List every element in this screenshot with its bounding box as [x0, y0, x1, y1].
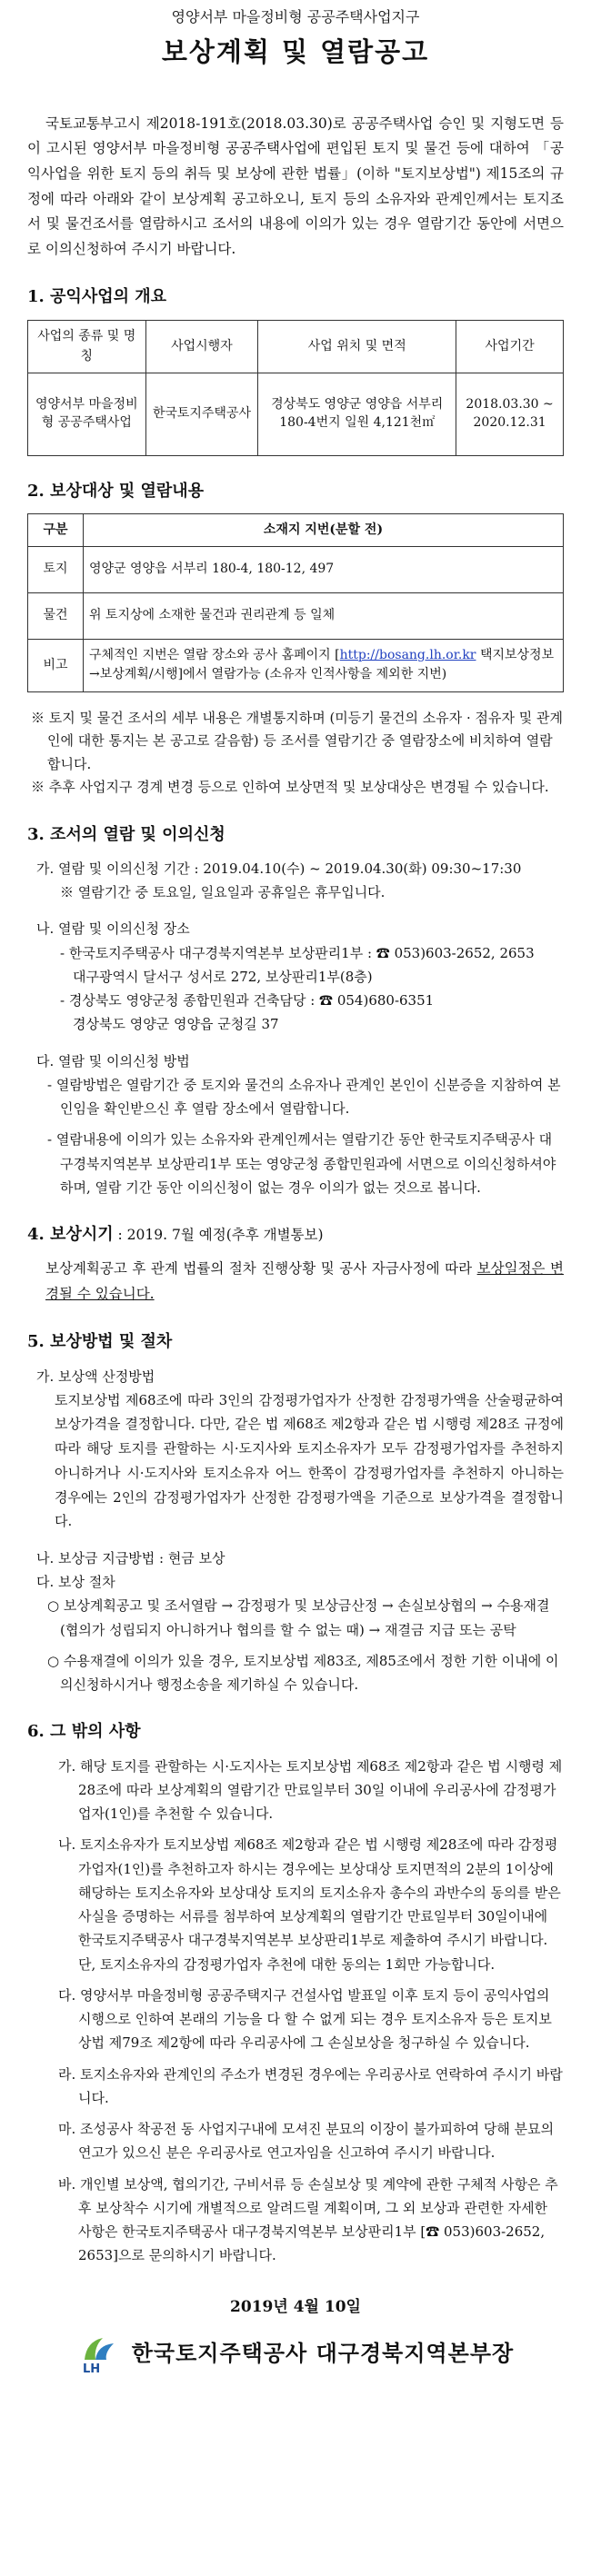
table-row — [28, 639, 564, 691]
inspection-place-heading: 나. 열람 및 이의신청 장소 — [36, 920, 190, 938]
place-item: 경상북도 영양군 영양읍 군청길 37 — [73, 1016, 279, 1033]
place-item: - 한국토지주택공사 대구경북지역본부 보상판리1부 : ☎ 053)603-2652, 2653 — [60, 944, 535, 961]
table-cell: 경상북도 영양군 영양읍 서부리 180-4번지 일원 4,121천㎡ — [258, 373, 456, 455]
valuation-text: 토지보상법 제68조에 따라 3인의 감정평가업자가 산정한 감정평가액을 산술평균하여 보상가격을 결정합니다. 다만, 같은 법 제68조 제2항과 같은 법 시행령 제28조 규정에 따라 해당 토지를 관할하는 시·도지사와 토지소유자가 모두 감정평가업자를 추천하지 아니하거나 시·도지사와 토지소유자 어느 한쪽이 감정평가업자를 추천하지 아니하는 경우에는 2인의 감정평가업자가 산정한 감정평가액을 기준으로 보상가격을 결정합니다. — [55, 1391, 564, 1530]
table-header-cell: 사업 위치 및 면적 — [258, 320, 456, 373]
section5-heading: 5. 보상방법 및 절차 — [27, 1332, 173, 1352]
table-cell: 영양군 영양읍 서부리 180-4, 180-12, 497 — [84, 546, 564, 592]
table-header-cell: 구분 — [28, 514, 84, 547]
table-header-row — [28, 514, 564, 547]
note-item: ※ 토지 및 물건 조서의 세부 내용은 개별통지하며 (미등기 물건의 소유자 · 점유자 및 관계인에 대한 통지는 본 공고로 갈음함) 등 조서를 열람기간 중 열람장소에 비치하여 열람합니다. — [31, 709, 564, 772]
remark-text: 구체적인 지번은 열람 장소와 공사 홈페이지 [ — [89, 648, 340, 663]
section2-heading: 2. 보상대상 및 열람내용 — [27, 481, 205, 501]
place-item: 대구광역시 달서구 성서로 272, 보상판리1부(8층) — [73, 968, 373, 985]
other-item: 라. 토지소유자와 관계인의 주소가 변경된 경우에는 우리공사로 연락하여 주시기 바랍니다. — [58, 2065, 563, 2106]
table-header-cell: 사업기간 — [456, 320, 564, 373]
other-item: 가. 해당 토지를 관할하는 시·도지사는 토지보상법 제68조 제2항과 같은 법 시행령 제28조에 따라 보상계획의 열람기간 만료일부터 30일 이내에 우리공사에 감정평가업자(1인)를 추천할 수 있습니다. — [58, 1757, 563, 1823]
section4-heading — [27, 1221, 564, 1248]
table-cell: 위 토지상에 소재한 물건과 권리관계 등 일체 — [84, 592, 564, 639]
organization-name: 한국토지주택공사 대구경북지역본부장 — [131, 2339, 515, 2366]
page-title: 보상계획 및 열람공고 — [161, 35, 430, 67]
section4-title: 4. 보상시기 — [27, 1225, 114, 1245]
table-cell: 2018.03.30 ~ 2020.12.31 — [456, 373, 564, 455]
schedule-text: 보상계획공고 후 관계 법률의 절차 진행상황 및 공사 자금사정에 따라 — [45, 1260, 477, 1278]
note-item: ※ 추후 사업지구 경계 변경 등으로 인하여 보상면적 및 보상대상은 변경될 수 있습니다. — [31, 779, 549, 796]
other-item: 바. 개인별 보상액, 협의기간, 구비서류 등 손실보상 및 계약에 관한 구체적 사항은 추후 보상착수 시기에 개별적으로 알려드릴 계획이며, 그 외 보상과 관련한 자세한 사항은 한국토지주택공사 대구경북지역본부 보상판리1부 [☎ 053)603-2652, 2653]으로 문의하시기 바랍니다. — [58, 2175, 558, 2264]
other-item: 마. 조성공사 착공전 동 사업지구내에 모셔진 분묘의 이장이 불가피하여 당해 분묘의 연고가 있으신 분은 우리공사로 연고자임을 신고하여 주시기 바랍니다. — [58, 2121, 555, 2162]
payment-method: 나. 보상금 지급방법 : 현금 보상 — [36, 1549, 225, 1566]
compensation-target-table — [27, 513, 564, 692]
place-item: - 경상북도 영양군청 종합민원과 건축담당 : ☎ 054)680-6351 — [60, 992, 435, 1010]
table-row — [28, 592, 564, 639]
other-item: 나. 토지소유자가 토지보상법 제68조 제2항과 같은 법 시행령 제28조에 따라 감정평가업자(1인)를 추천하고자 하시는 경우에는 보상대상 토지면적의 2분의 1이상에 해당하는 토지소유자와 보상대상 토지의 토지소유자 총수의 과반수의 동의를 받은 사실을 증명하는 서류를 첨부하여 보상계획의 열람기간 만료일부터 30일이내에 한국토지주택공사 대구경북지역본부 보상판리1부로 제출하여 주시기 바랍니다. 단, 토지소유자의 감정평가업자 추천에 대한 동의는 1회만 가능합니다. — [58, 1836, 561, 1973]
holiday-note: ※ 열람기간 중 토요일, 일요일과 공휴일은 휴무입니다. — [60, 884, 386, 901]
table-cell: 영양서부 마을정비형 공공주택사업 — [28, 373, 146, 455]
table-header-cell: 소재지 지번(분할 전) — [84, 514, 564, 547]
table-cell — [84, 639, 564, 691]
table-header-cell: 사업의 종류 및 명칭 — [28, 320, 146, 373]
procedure-item: ○ 보상계획공고 및 조서열람 → 감정평가 및 보상금산정 → 손실보상협의 → 수용재결(협의가 성립되지 아니하거나 협의를 할 수 없는 때) → 재결금 지급 또는 공탁 — [47, 1597, 550, 1638]
procedure-item: ○ 수용재결에 이의가 있을 경우, 토지보상법 제83조, 제85조에서 정한 기한 이내에 이의신청하시거나 행정소송을 제기하실 수 있습니다. — [47, 1652, 559, 1694]
section2-notes — [27, 707, 564, 800]
table-row — [28, 373, 564, 455]
section4-text — [27, 1257, 564, 1307]
remark-text: 택지보상정보→보상계획/시행]에서 열람가능 (소유자 인적사항을 제외한 지번) — [89, 648, 555, 682]
section4-value: : 2019. 7월 예정(추후 개별통보) — [113, 1227, 324, 1244]
section6-body — [36, 1755, 564, 2268]
logo-text: LH — [82, 2362, 100, 2375]
table-cell: 비고 — [28, 639, 84, 691]
section1-heading: 1. 공익사업의 개요 — [27, 287, 167, 307]
inspection-period: 가. 열람 및 이의신청 기간 : 2019.04.10(수) ~ 2019.04.30(화) 09:30~17:30 — [36, 860, 522, 877]
notice-date: 2019년 4월 10일 — [230, 2297, 361, 2316]
valuation-heading: 가. 보상액 산정방법 — [36, 1368, 155, 1385]
method-item: - 열람내용에 이의가 있는 소유자와 관계인께서는 열람기간 동안 한국토지주택공사 대구경북지역본부 보상판리1부 또는 영양군청 종합민원과에 서면으로 이의신청하셔야 하며, 열람 기간 동안 이의신청이 없는 경우 이의가 없는 것으로 봅니다. — [47, 1131, 556, 1196]
section3-body — [36, 857, 564, 1199]
table-cell: 한국토지주택공사 — [145, 373, 258, 455]
procedure-heading: 다. 보상 절차 — [36, 1574, 115, 1591]
table-header-row — [28, 320, 564, 373]
footer — [27, 2332, 564, 2374]
table-header-cell: 사업시행자 — [145, 320, 258, 373]
table-cell: 물건 — [28, 592, 84, 639]
method-item: - 열람방법은 열람기간 중 토지와 물건의 소유자나 관계인 본인이 신분증을 지참하여 본인임을 확인받으신 후 열람 장소에서 열람합니다. — [47, 1076, 561, 1118]
table-cell: 토지 — [28, 546, 84, 592]
other-item: 다. 영양서부 마을정비형 공공주택지구 건설사업 발표일 이후 토지 등이 공익사업의 시행으로 인하여 본래의 기능을 다 할 수 없게 되는 경우 토지소유자 등은 토지보상법 제79조 제2항에 따라 우리공사에 그 손실보상을 청구하실 수 있습니다. — [58, 1986, 552, 2052]
section6-heading: 6. 그 밖의 사항 — [27, 1722, 141, 1742]
section3-heading: 3. 조서의 열람 및 이의신청 — [27, 824, 225, 844]
lh-logo — [77, 2332, 119, 2374]
page-subtitle: 영양서부 마을정비형 공공주택사업지구 — [171, 8, 420, 25]
homepage-link[interactable]: http://bosang.lh.or.kr — [339, 648, 476, 663]
project-overview-table — [27, 320, 564, 456]
inspection-method-heading: 다. 열람 및 이의신청 방법 — [36, 1052, 190, 1069]
intro-paragraph: 국토교통부고시 제2018-191호(2018.03.30)로 공공주택사업 승인 및 지형도면 등이 고시된 영양서부 마을정비형 공공주택사업에 편입된 토지 및 물건 등에 대하여 「공익사업을 위한 토지 등의 취득 및 보상에 관한 법률」(이하 "토지보상법") 제15조의 규정에 따라 아래와 같이 보상계획 공고하오니, 토지 등의 소유자와 관계인께서는 토지조서 및 물건조서를 열람하시고 조서의 내용에 이의가 있는 경우 열람기간 동안에 서면으로 이의신청하여 주시기 바랍니다. — [27, 114, 564, 257]
section5-body — [36, 1365, 564, 1697]
table-row — [28, 546, 564, 592]
schedule-change-text: 보상일정은 변경될 수 있습니다. — [45, 1260, 564, 1302]
